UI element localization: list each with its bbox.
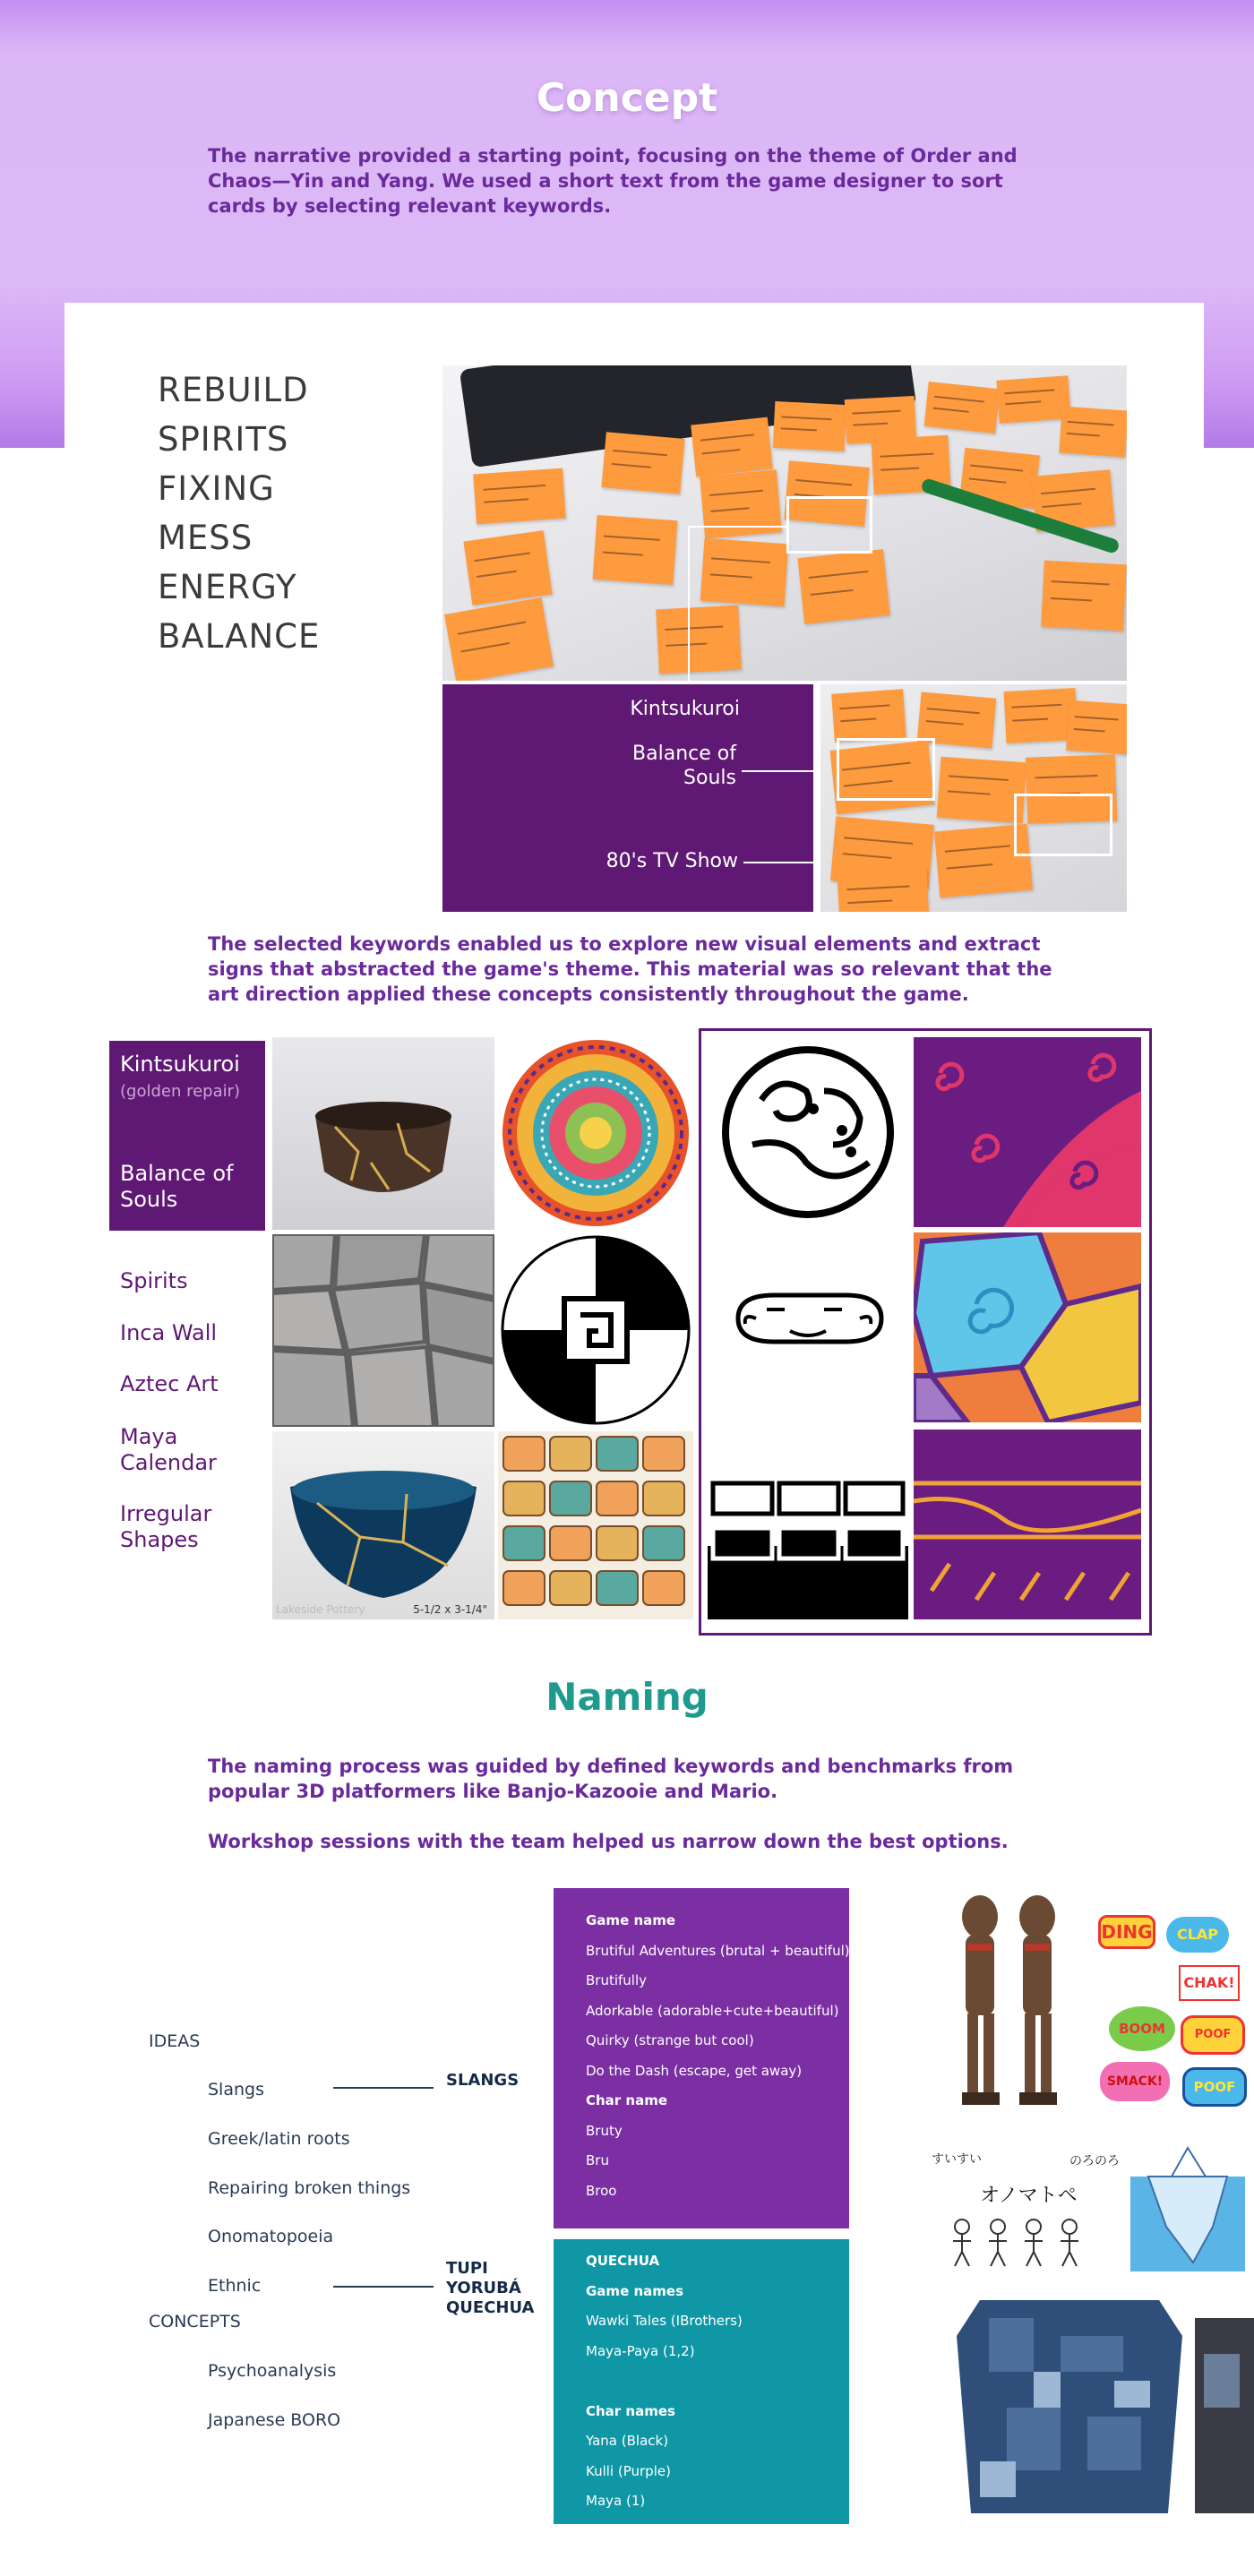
highlight-box <box>786 496 872 554</box>
name-option: Maya-Paya (1,2) <box>586 2342 695 2359</box>
naming-text-1: The naming process was guided by defined keywords and benchmarks from popular 3D platformers like Banjo-Kazooie and Mario. <box>208 1756 1014 1802</box>
mindmap-ideas: IDEAS <box>149 2031 201 2051</box>
hunab-ku-symbol-image <box>498 1234 693 1427</box>
aztec-calendar-image <box>498 1037 693 1230</box>
name-option: Quirky (strange but cool) <box>586 2032 754 2048</box>
mindmap-item: Japanese BORO <box>208 2410 341 2430</box>
name-option: Broo <box>586 2182 617 2199</box>
purple-swirl-art <box>914 1037 1141 1227</box>
keyword: BALANCE <box>158 617 321 656</box>
mindmap-item: Psychoanalysis <box>208 2361 337 2381</box>
kintsukuroi-panel: Kintsukuroi (golden repair) Balance of Souls <box>109 1041 265 1231</box>
game-name-options-box <box>554 1888 849 2228</box>
yoruba-figures-image <box>932 1890 1086 2121</box>
iceberg-diagram-image <box>1130 2137 1245 2271</box>
maya-glyphs-image <box>498 1431 693 1619</box>
name-option: Brutiful Adventures (brutal + beautiful) <box>586 1942 850 1959</box>
colorful-spiral-art <box>914 1232 1141 1422</box>
keyword-irregular-shapes: Irregular Shapes <box>120 1501 212 1552</box>
japanese-boro-textile-image <box>935 2282 1254 2513</box>
mindmap-item: Onomatopoeia <box>208 2227 334 2246</box>
keyword-inca-wall: Inca Wall <box>120 1320 218 1345</box>
concept-intro: The narrative provided a starting point, focusing on the theme of Order and Chaos—Yin and Yang. We used a short text from the game designer to sort cards by selecting relevant keywords. <box>208 145 1018 217</box>
sticky-notes-photo <box>442 365 1127 681</box>
name-option: Maya (1) <box>586 2493 646 2509</box>
comic-onomatopoeia-image: DING CLAP CHAK! BOOM POOF SMACK! POOF <box>1093 1908 1254 2114</box>
kintsugi-blue-bowl-image: Lakeside Pottery 5-1/2 x 3-1/4" <box>272 1431 494 1619</box>
keyword-spirits: Spirits <box>120 1268 188 1293</box>
name-list-heading: Game name <box>586 1912 676 1928</box>
kintsugi-bowl-image <box>272 1037 494 1230</box>
keyword: ENERGY <box>158 568 297 606</box>
name-list-heading: Char name <box>586 2092 668 2108</box>
name-option: Do the Dash (escape, get away) <box>586 2062 803 2079</box>
mindmap-item: Slangs <box>208 2080 264 2099</box>
name-option: Bruty <box>586 2122 623 2139</box>
keyword: FIXING <box>158 469 275 508</box>
name-option <box>586 2366 817 2397</box>
naming-text-2: Workshop sessions with the team helped us narrow down the best options. <box>208 1831 1009 1852</box>
mindmap-item: Repairing broken things <box>208 2178 411 2198</box>
callout-balance-of-souls: Balance of Souls <box>632 743 736 789</box>
keyword: MESS <box>158 519 253 557</box>
name-option: Wawki Tales (IBrothers) <box>586 2313 743 2329</box>
maya-face-glyph <box>708 1232 908 1422</box>
keyword-list <box>158 365 320 661</box>
spirit-face-symbol <box>708 1037 908 1227</box>
callout-kintsukuroi: Kintsukuroi <box>630 698 740 720</box>
name-option: Bru <box>586 2152 609 2168</box>
concept-summary: The selected keywords enabled us to explore new visual elements and extract signs that abstracted the game's theme. This material was so relevant that the art direction applied these concepts consistently throughout the game. <box>208 933 1052 1005</box>
sticky-notes-closeup <box>820 684 1127 912</box>
mindmap-item: Ethnic <box>208 2276 262 2296</box>
name-list-heading: Char names <box>586 2402 675 2419</box>
name-option: Yana (Black) <box>586 2433 669 2449</box>
japanese-onomatopoeia-image: すいすい のろのろ オノマトペ <box>926 2142 1120 2277</box>
group-slangs: SLANGS <box>446 2071 520 2090</box>
mindmap-item: Greek/latin roots <box>208 2129 350 2149</box>
purple-lines-art <box>914 1430 1141 1619</box>
keyword: SPIRITS <box>158 420 289 459</box>
concept-title: Concept <box>536 75 718 121</box>
keyword-callout-panel <box>442 684 813 912</box>
name-option: Kulli (Purple) <box>586 2462 671 2479</box>
maya-pattern-glyph <box>708 1430 908 1619</box>
keyword-maya-calendar: Maya Calendar <box>120 1424 217 1475</box>
mindmap-concepts: CONCEPTS <box>149 2312 241 2331</box>
quechua-name-options-box <box>554 2239 849 2524</box>
mindmap-connector <box>333 2087 434 2089</box>
inca-wall-image <box>272 1234 494 1427</box>
name-option: Brutifully <box>586 1972 648 1988</box>
name-list-heading: QUECHUA <box>586 2253 660 2269</box>
group-ethnic: TUPI YORUBÁ QUECHUA <box>446 2259 535 2317</box>
mindmap-connector <box>333 2286 434 2288</box>
name-option: Adorkable (adorable+cute+beautiful) <box>586 2002 839 2019</box>
callout-80s-tv-show: 80's TV Show <box>606 850 738 872</box>
name-list-heading: Game names <box>586 2282 683 2299</box>
keyword: REBUILD <box>158 371 309 409</box>
naming-title: Naming <box>545 1675 709 1719</box>
keyword-aztec-art: Aztec Art <box>120 1371 219 1396</box>
